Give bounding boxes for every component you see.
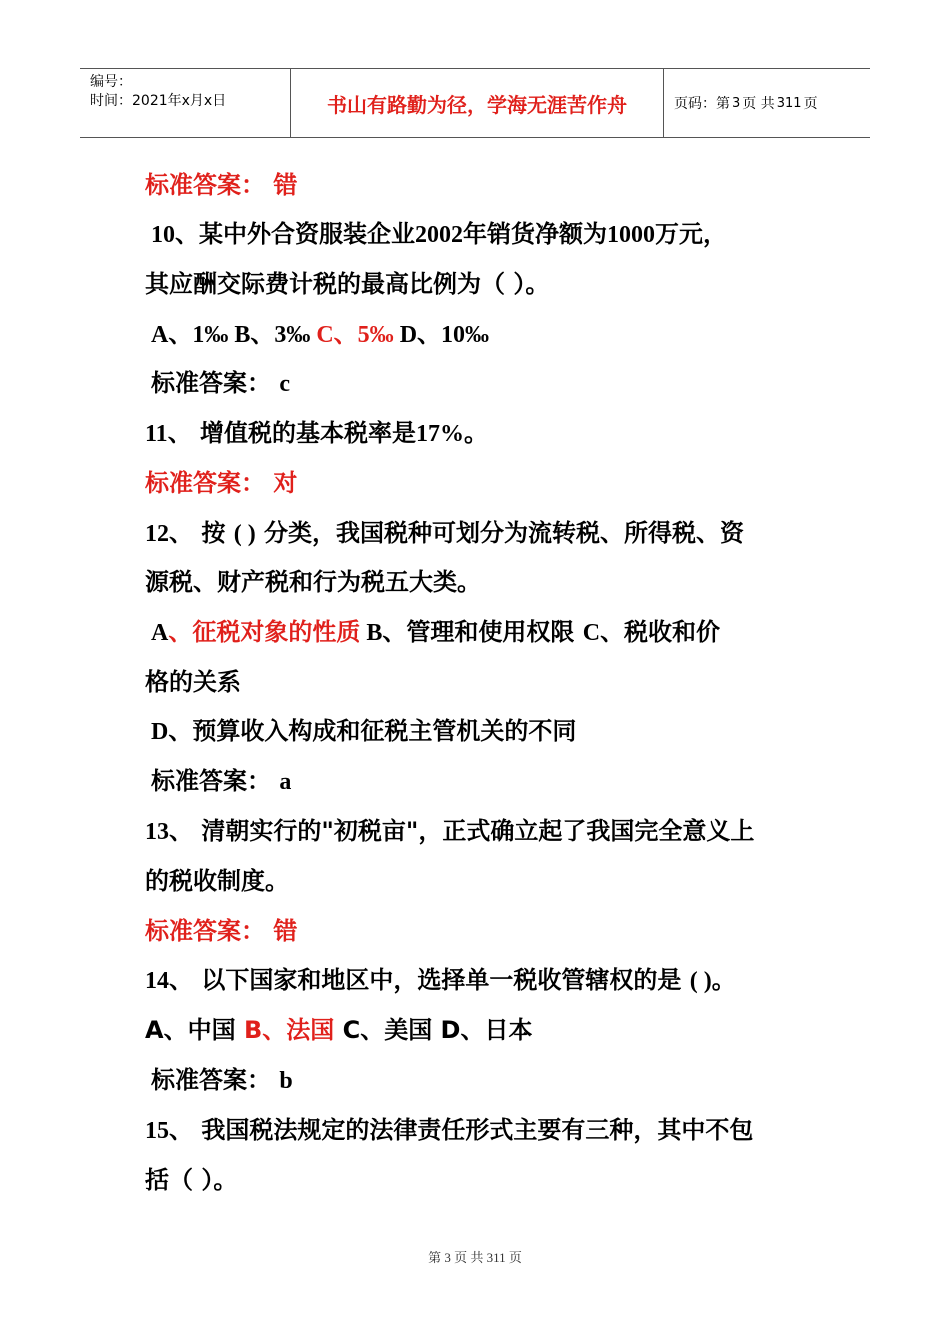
question-15-line1 — [145, 1115, 753, 1146]
question-12-line2: 源税、财产税和行为税五大类。 — [145, 568, 481, 596]
q10-text-a: 、某中外合资服装企业 — [175, 220, 415, 248]
q10-amount: 1000 — [607, 222, 655, 248]
q10-opt-c-correct: C、5‰ — [316, 322, 400, 348]
q11-text: 、 增值税的基本税率是 — [167, 419, 417, 447]
header-page-info — [664, 69, 870, 137]
answer-11: 标准答案： 对 — [145, 469, 298, 497]
q14-num: 14 — [145, 968, 169, 994]
q12-opt-c: 、税收和价 — [600, 618, 721, 646]
q10-year: 2002 — [415, 222, 463, 248]
q12-paren: ( ) — [233, 521, 256, 547]
q15-text: 、 我国税法规定的法律责任形式主要有三种，其中不包 — [169, 1116, 754, 1144]
question-14 — [145, 965, 736, 996]
number-label: 编号： — [90, 74, 132, 90]
page-total: 311 — [776, 95, 802, 111]
q12-opt-b-letter: B — [360, 620, 383, 646]
q14-text: 、 以下国家和地区中，选择单一税收管辖权的是 — [169, 966, 690, 994]
q12-opt-d: 、预算收入构成和征税主管机关的不同 — [168, 717, 577, 745]
answer-label: 标准答案： — [151, 767, 280, 795]
q12-opt-c-letter: C — [582, 620, 601, 646]
question-11 — [145, 418, 488, 449]
question-10-line2: 其应酬交际费计税的最高比例为（ ）。 — [145, 270, 550, 298]
answer-label: 标准答案： — [151, 1066, 280, 1094]
question-15-line2: 括（ ）。 — [145, 1166, 238, 1194]
page-label: 页码：第 — [674, 96, 730, 112]
answer-12 — [151, 766, 291, 797]
answer-10 — [151, 368, 290, 399]
q10-text-c: 万元， — [655, 220, 727, 248]
q11-end: 。 — [464, 419, 489, 447]
answer-13: 标准答案： 错 — [145, 917, 298, 945]
q12-opt-a-letter: A — [151, 620, 169, 646]
page-mid: 页 共 — [742, 96, 775, 112]
q10-opt-d: D、10‰ — [399, 322, 490, 348]
answer-value: b — [279, 1068, 293, 1094]
q12-text-a: 、 按 — [169, 519, 234, 547]
q15-num: 15 — [145, 1118, 169, 1144]
answer-value: a — [279, 769, 292, 795]
header-meta — [80, 69, 291, 137]
question-12-option-d — [151, 716, 576, 747]
question-10-line1 — [151, 219, 727, 250]
q12-text-b: 分类，我国税种可划分为流转税、所得税、资 — [255, 519, 745, 547]
question-12-line1 — [145, 518, 744, 549]
q14-opt-a: A、中国 — [145, 1016, 244, 1044]
question-13-line1 — [145, 816, 754, 847]
q10-opt-ab: A、1‰ B、3‰ — [151, 322, 317, 348]
question-12-options — [151, 617, 720, 648]
question-13-line2: 的税收制度。 — [145, 867, 289, 895]
q12-opt-d-letter: D — [151, 719, 169, 745]
page-footer: 第 3 页 共 311 页 — [428, 1250, 522, 1265]
q12-opt-a-correct: 、征税对象的性质 — [168, 618, 361, 646]
question-14-options — [145, 1015, 532, 1045]
header-motto: 书山有路勤为径，学海无涯苦作舟 — [291, 69, 664, 137]
q10-text-b: 年销货净额为 — [463, 220, 607, 248]
time-label: 时间：2021年x月x日 — [90, 93, 227, 109]
page-header — [80, 68, 870, 138]
answer-9: 标准答案： 错 — [145, 171, 298, 199]
question-12-options-cont: 格的关系 — [145, 668, 241, 696]
q10-num: 10 — [151, 222, 175, 248]
q12-opt-b: 、管理和使用权限 — [382, 618, 583, 646]
q13-num: 13 — [145, 819, 169, 845]
q11-num: 11 — [145, 421, 168, 447]
answer-14 — [151, 1065, 293, 1096]
question-10-options — [151, 319, 489, 350]
q13-text: 、 清朝实行的"初税亩"，正式确立起了我国完全意义上 — [169, 817, 755, 845]
page-number: 3 — [732, 95, 741, 111]
q14-opt-b-correct: B、法国 — [243, 1016, 335, 1044]
q14-end: 。 — [711, 966, 736, 994]
answer-value: c — [279, 371, 291, 397]
page-end: 页 — [803, 96, 818, 112]
q11-rate: 17% — [416, 421, 465, 447]
q14-paren: ( ) — [689, 968, 712, 994]
answer-label: 标准答案： — [151, 369, 280, 397]
q12-num: 12 — [145, 521, 169, 547]
q14-opt-cd: C、美国 D、日本 — [334, 1016, 533, 1044]
